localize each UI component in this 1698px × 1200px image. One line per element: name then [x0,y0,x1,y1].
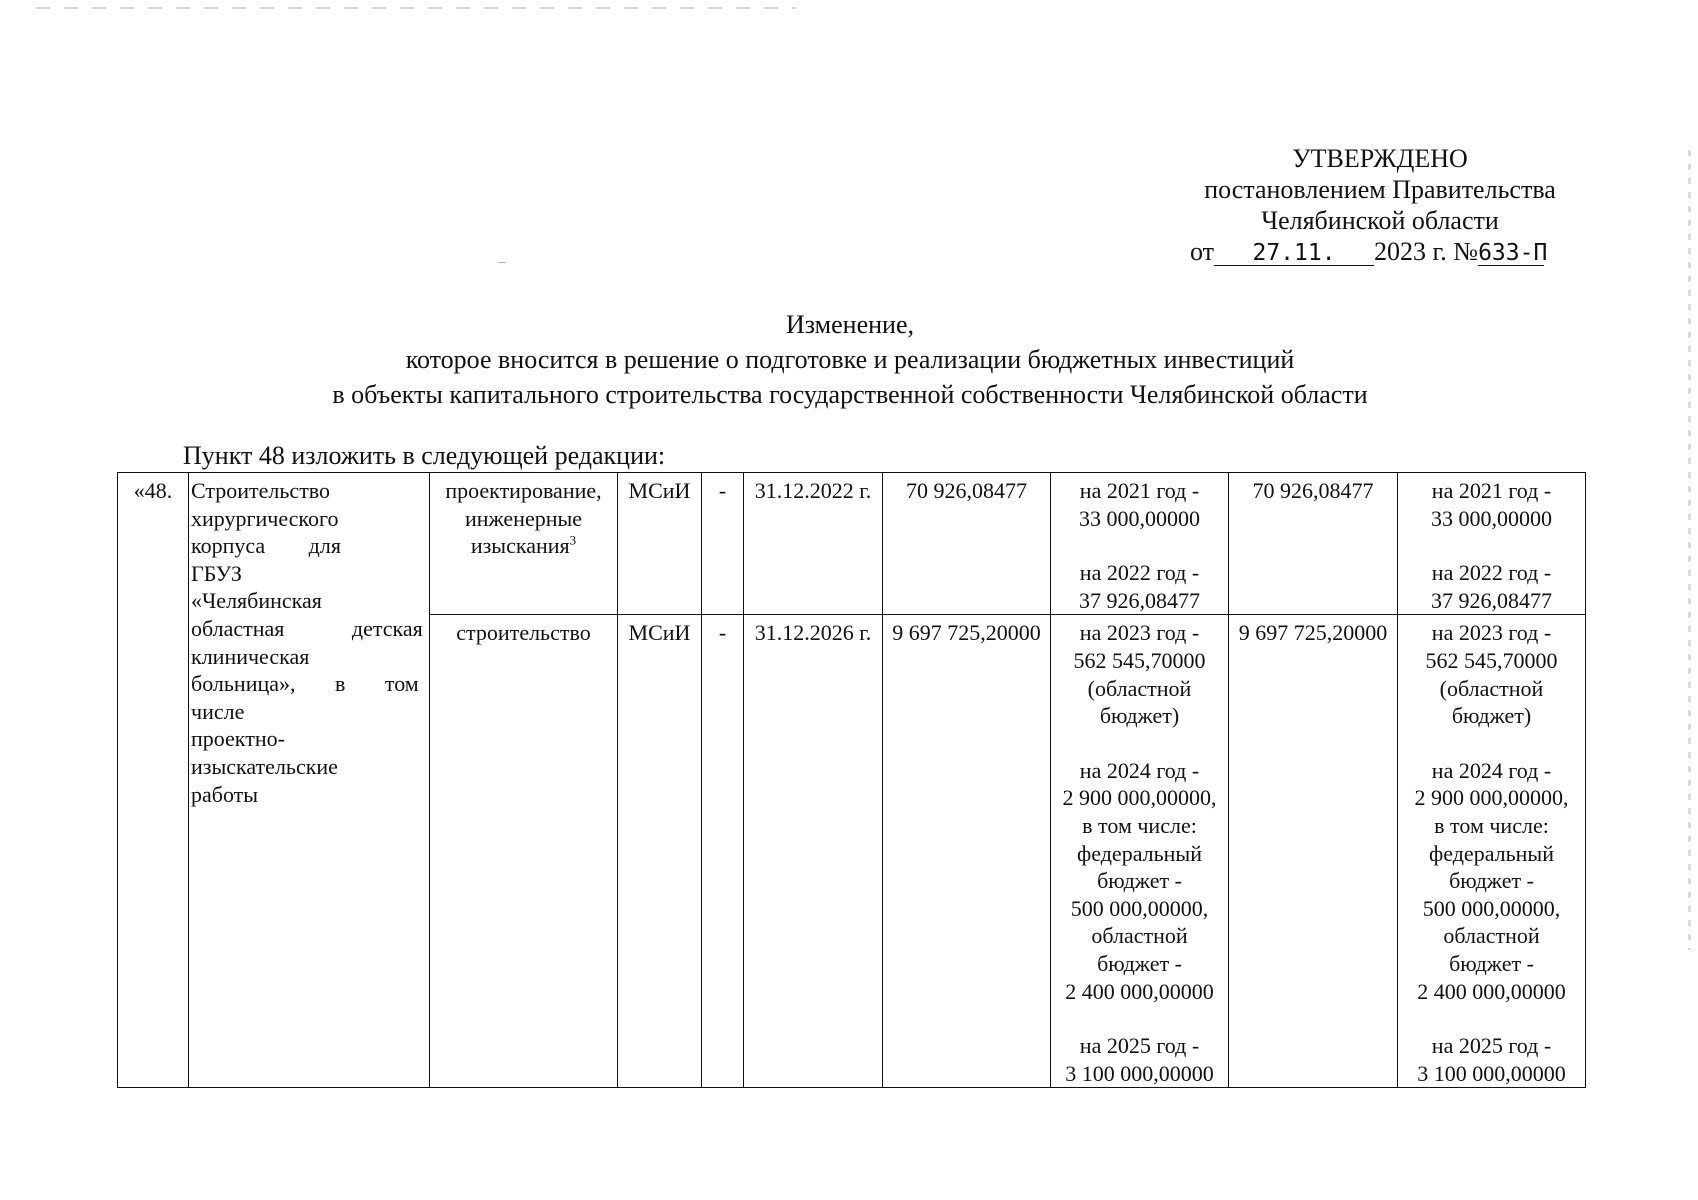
object-name-line: больница», в том [191,671,419,697]
plan-year-label: на 2021 год - [1079,478,1200,503]
cost-cell [883,615,1051,1088]
object-name-line: хирургического [191,505,339,531]
plan-year-value: 2 900 000,00000, [1062,785,1217,811]
object-name-cell [189,473,430,1088]
document-title [170,307,1530,412]
plan-year-value: 33 000,00000 [1431,505,1552,531]
plan-note: в том числе: [1082,812,1197,838]
plan-year-label: на 2022 год - [1079,560,1200,586]
cost-cell [883,473,1051,615]
object-name-line: областная детская [191,615,423,641]
approval-line1: постановлением Правительства [1204,175,1556,204]
cost2-cell [1229,615,1398,1088]
plan2-cell [1398,615,1586,1088]
table-row [118,473,1586,615]
item-number: «48. [133,478,173,503]
plan-year-label: на 2025 год - [1431,1033,1552,1059]
plan-year-label: на 2025 год - [1079,1033,1200,1059]
plan-year-value: 37 926,08477 [1079,587,1200,613]
approval-stamp-block [1160,143,1600,267]
scan-speck [498,262,506,263]
cost2-cell [1229,473,1398,615]
dash: - [718,620,727,646]
dash-cell [702,615,744,1088]
plan-note: областной [1091,923,1188,949]
item-number-cell [118,473,189,1088]
title-line3: в объекты капитального строительства государственной собственности Челябинской области [332,380,1368,409]
object-name-line: клиническая [191,643,310,669]
plan-year-value: 562 545,70000 [1425,647,1558,673]
cost2: 9 697 725,20000 [1238,620,1388,646]
plan-year-value: 3 100 000,00000 [1417,1060,1566,1086]
plan-note: бюджет - [1097,950,1182,976]
approval-year-part: 2023 г. № [1374,237,1479,266]
dash: - [718,478,727,503]
approval-heading: УТВЕРЖДЕНО [1292,144,1468,173]
plan-year-label: на 2024 год - [1431,757,1552,783]
plan-note: бюджет) [1099,703,1180,729]
customer-cell [618,615,702,1088]
plan-value: 500 000,00000, [1070,895,1209,921]
object-name-line: работы [191,781,259,807]
work-type-line: проектирование, [445,478,602,503]
customer-cell [618,473,702,615]
approval-number: 633-П [1478,240,1548,266]
object-name-line: «Челябинская [191,588,322,614]
plan-note: (областной [1087,675,1192,701]
object-name-line: корпуса для ГБУЗ [191,533,341,586]
plan-note: (областной [1439,675,1544,701]
plan-year-label: на 2023 год - [1431,620,1552,646]
plan-year-label: на 2022 год - [1431,560,1552,586]
work-type-line: строительство [456,620,591,646]
intro-text: Пункт 48 изложить в следующей редакции: [183,441,666,470]
deadline: 31.12.2022 г. [754,478,872,503]
plan-note: федеральный [1429,840,1554,866]
plan-note: бюджет - [1449,868,1534,894]
plan-value: 2 400 000,00000 [1065,978,1214,1004]
scan-noise-top [36,7,796,9]
object-name-line: изыскательские [191,753,338,779]
plan-cell [1051,615,1229,1088]
plan-year-value: 33 000,00000 [1079,505,1200,531]
title-line2: которое вносится в решение о подготовке и реализации бюджетных инвестиций [405,345,1295,374]
object-name-line: Строительство [191,478,331,503]
plan-note: бюджет) [1451,703,1532,729]
plan-value: 2 400 000,00000 [1417,978,1566,1004]
cost: 9 697 725,20000 [892,620,1041,646]
cost: 70 926,08477 [906,478,1027,503]
approval-line2: Челябинской области [1261,206,1499,235]
plan-year-value: 3 100 000,00000 [1065,1060,1214,1086]
footnote-mark: 3 [569,532,577,548]
work-type-line [432,532,615,560]
plan-note: в том числе: [1434,812,1549,838]
approval-date: 27.11. [1214,241,1374,266]
plan-year-label: на 2021 год - [1431,478,1552,503]
cost2: 70 926,08477 [1252,478,1374,503]
plan2-cell [1398,473,1586,615]
plan-note: бюджет - [1097,868,1182,894]
customer: МСиИ [628,478,691,503]
plan-year-label: на 2023 год - [1079,620,1200,646]
deadline-cell [744,615,883,1088]
work-type-cell [430,615,618,1088]
title-line1: Изменение, [786,310,914,339]
approval-from-label: от [1190,237,1215,266]
deadline-cell [744,473,883,615]
investment-table [117,472,1586,1088]
object-name-line: числе проектно- [191,698,285,752]
plan-year-value: 562 545,70000 [1073,647,1206,673]
work-type-cell [430,473,618,615]
dash-cell [702,473,744,615]
plan-cell [1051,473,1229,615]
plan-year-value: 37 926,08477 [1431,587,1552,613]
plan-note: областной [1443,923,1540,949]
plan-year-label: на 2024 год - [1079,757,1200,783]
work-type-line: инженерные [464,505,583,531]
plan-value: 500 000,00000, [1422,895,1561,921]
approval-date-line [1160,236,1600,267]
scan-noise-edge [1688,150,1691,950]
customer: МСиИ [628,620,691,646]
plan-year-value: 2 900 000,00000, [1414,785,1569,811]
plan-note: федеральный [1077,840,1202,866]
plan-note: бюджет - [1449,950,1534,976]
work-type-text: изыскания [470,533,570,559]
deadline: 31.12.2026 г. [754,620,872,646]
